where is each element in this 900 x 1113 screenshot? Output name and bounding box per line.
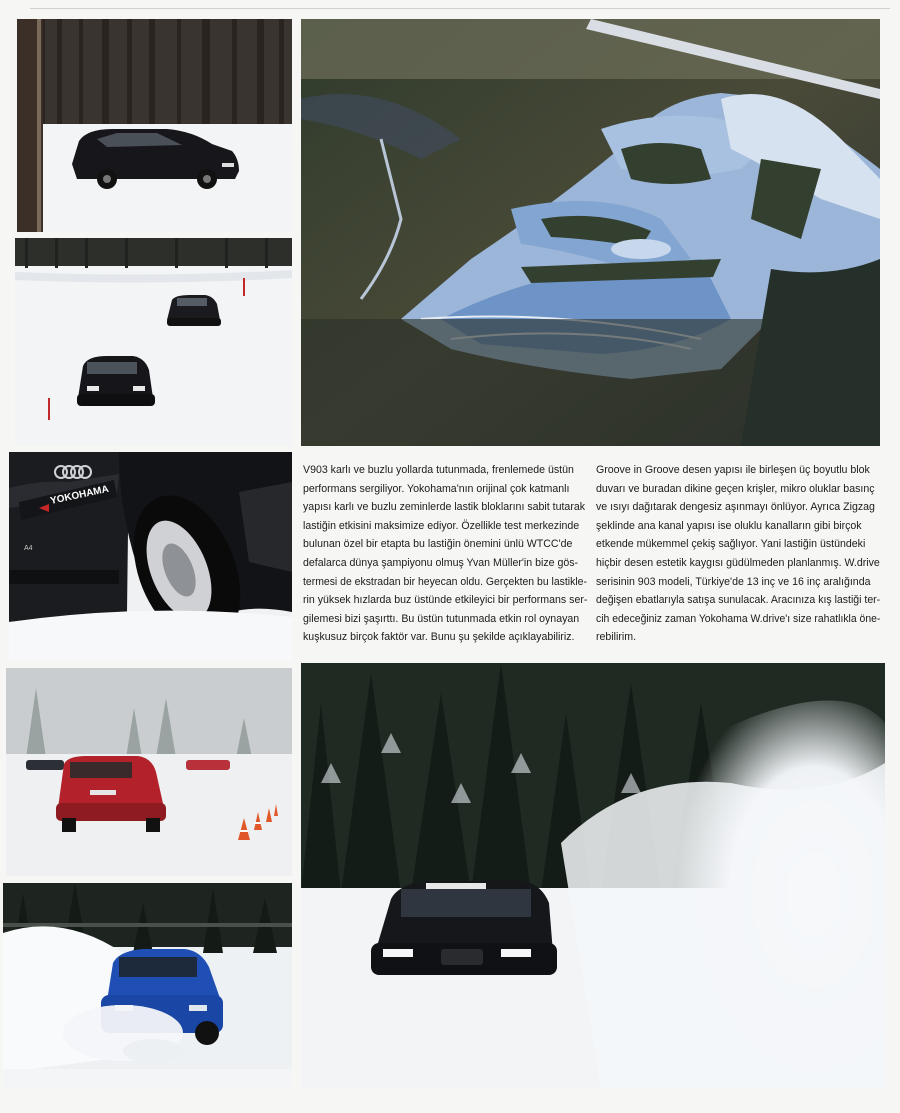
photo-blue-car-drift	[3, 883, 292, 1089]
top-rule	[30, 8, 890, 9]
article-column-left	[303, 461, 587, 651]
text-line: gilemesi bizi şaşırttı. Bu üstün tutunmada etkin rol oynayan	[303, 612, 580, 625]
photo-aerial-ice-track	[301, 19, 880, 446]
yokohama-decal: YOKOHAMA	[49, 483, 110, 507]
photo-audi-tyre-closeup	[9, 452, 292, 660]
text-line: termesi de ekstradan bir heyecan oldu. Gerçekten bu lastikle-	[303, 575, 587, 588]
text-line: etkende mükemmel çekiş sağlıyor. Yani lastiğin üstündeki	[596, 538, 866, 551]
text-line: performans sergiliyor. Yokohama'nın orijinal çok katmanlı	[303, 482, 570, 495]
text-line: hiçbir desen estetik kaygısı güdülmeden planlanmış. W.drive	[596, 556, 880, 569]
text-line: serisinin 903 modeli, Türkiye'de 13 inç ve 16 inç aralığında	[596, 575, 871, 588]
text-line: rin yüksek hızlarda buz üstünde etkileyici bir performans ser-	[303, 594, 588, 607]
photo-two-cars-snow	[15, 238, 292, 446]
article-column-right	[596, 461, 880, 651]
text-line: ve ısıyı dağıtarak dengesiz aşınmayı önlüyor. Ayrıca Zigzag	[596, 501, 875, 514]
text-line: cih edeceğiniz zaman Yokohama W.drive'ı size rahatlıkla öne-	[596, 612, 881, 625]
text-line: defalarca dünya şampiyonu olmuş Yvan Müller'in bize gös-	[303, 556, 579, 569]
text-line: bulunan özel bir etapta bu lastiğin önemini ünlü WTCC'de	[303, 538, 573, 551]
model-badge: A4	[24, 545, 33, 552]
photo-audi-snow-spray	[301, 663, 885, 1089]
text-line: değişen ebatlarıyla satışa sunulacak. Aracınıza kış lastiği ter-	[596, 594, 881, 607]
photo-black-wagon-forest	[17, 19, 292, 232]
text-line: yapısı karlı ve buzlu zeminlerde lastik bloklarını sabit tutarak	[303, 501, 586, 514]
text-line: lastiğin etkisini maksimize ediyor. Özellikle test merkezinde	[303, 519, 580, 532]
text-line: şeklinde ana kanal yapısı ise oluklu kanalların gibi birçok	[596, 519, 862, 532]
text-line: rebilirim.	[596, 631, 637, 644]
photo-red-suv-cones	[6, 668, 292, 876]
text-line: kuşkusuz birçok faktör var. Bunu şu şekilde açıklayabiliriz.	[303, 631, 575, 644]
text-line: duvarı ve buradan dikine geçen krişler, mikro oluklar basınç	[596, 482, 875, 495]
text-line: V903 karlı ve buzlu yollarda tutunmada, frenlemede üstün	[303, 464, 574, 476]
text-line: Groove in Groove desen yapısı ile birleşen üç boyutlu blok	[596, 464, 870, 476]
